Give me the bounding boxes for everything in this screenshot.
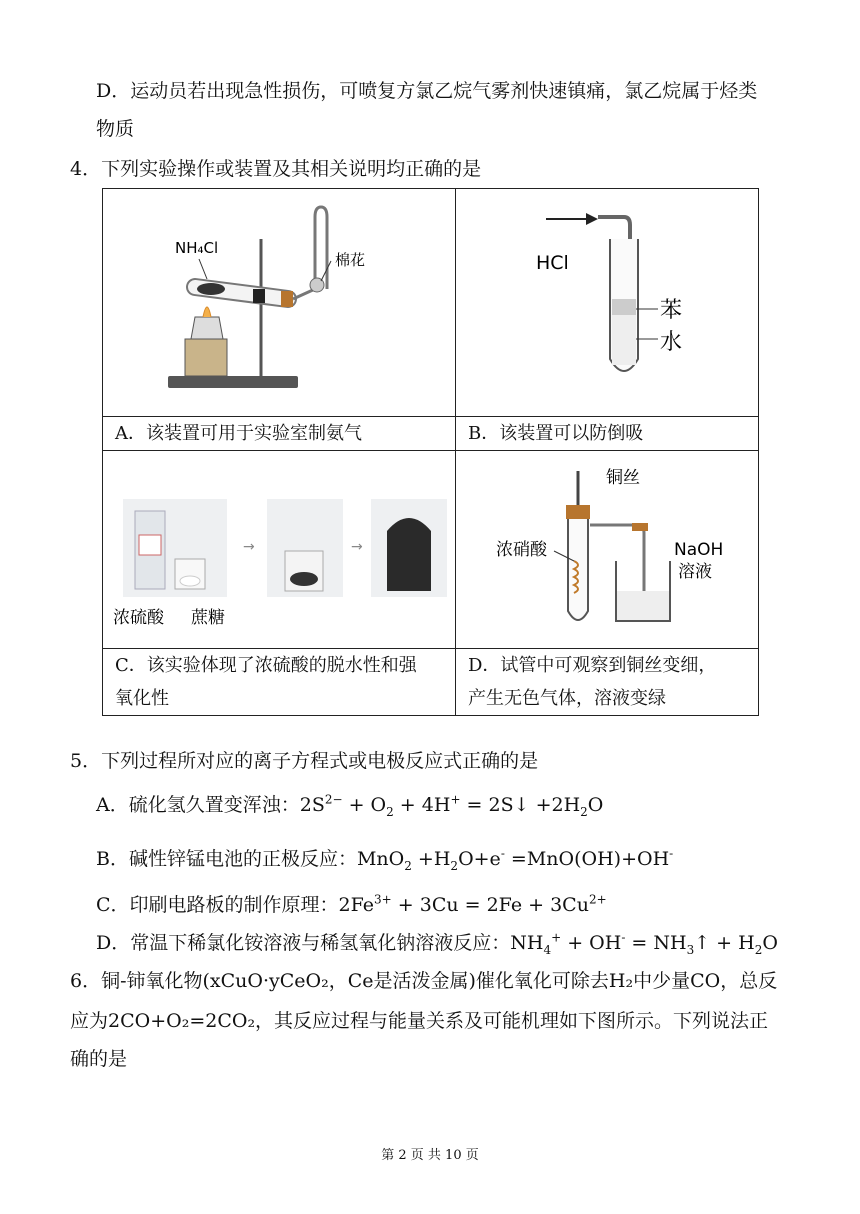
q5-option-b: B．碱性锌锰电池的正极反应：$MnO_2 +H_2O+e^- =MnO(OH)+OH^-$ [96,846,674,873]
option-b-caption: B．该装置可以防倒吸 [456,417,759,451]
figure-d-cell [456,451,759,649]
flame [203,307,211,317]
q6-stem-line2: 应为2CO+O₂=2CO₂，其反应过程与能量关系及可能机理如下图所示。下列说法正 [70,1010,769,1032]
q4-options-table [102,188,759,716]
hcl-label: HCl [536,252,569,274]
water-label: 水 [660,330,683,355]
equation-d: $NH_4^+ + OH^-$ = $NH_3↑ + H_2O$ [510,930,778,957]
arrow-head [586,213,598,225]
figure-c-photos [103,451,455,643]
figure-a-apparatus [103,189,455,411]
naoh-label: NaOH [674,540,724,560]
equation-b: $MnO_2 +H_2O+e^- =MnO(OH)+OH^-$ [356,846,674,873]
wood-block [185,339,227,376]
q3-option-d-line2: 物质 [96,118,135,140]
nh4cl-solid [197,283,225,295]
alcohol-lamp [191,317,223,339]
q3-option-d-line1: D．运动员若出现急性损伤，可喷复方氯乙烷气雾剂快速镇痛，氯乙烷属于烃类 [96,80,758,102]
stopper-d [566,505,590,519]
q5-option-a: A．硫化氢久置变浑浊：$2S^{2-} + O_2 + 4H^+$ = 2S↓ $+2H_2O$ [96,792,604,819]
figure-b-cell [456,189,759,417]
hno3-label: 浓硝酸 [496,540,547,560]
q5-option-c: C．印刷电路板的制作原理：$2Fe^{3+} + 3Cu = 2Fe + 3Cu^{2+}$ [96,892,607,916]
q4-stem: 4．下列实验操作或装置及其相关说明均正确的是 [70,158,482,180]
arrow-2: → [351,539,363,555]
water-layer [612,315,636,365]
benzene-label: 苯 [660,298,683,323]
q6-stem-line1: 6．铜-铈氧化物(xCuO·yCeO₂，Ce是活泼金属)催化氧化可除去H₂中少量CO，总反 [70,970,778,992]
page-footer: 第 2 页 共 10 页 [381,1148,479,1163]
figure-a-cell [103,189,456,417]
q5-stem: 5．下列过程所对应的离子方程式或电极反应式正确的是 [70,750,539,772]
option-c-caption: C．该实验体现了浓硫酸的脱水性和强 氧化性 [103,649,456,716]
sugar-label: 蔗糖 [191,608,225,628]
copper-label: 铜丝 [606,468,640,488]
q6-stem-line3: 确的是 [70,1048,128,1070]
solution-label: 溶液 [678,562,712,582]
equation-c: $2Fe^{3+} + 3Cu = 2Fe + 3Cu^{2+}$ [338,892,607,916]
cotton-label: 棉花 [335,251,366,269]
naoh-solution [617,591,669,620]
nh4cl-label: NH₄Cl [175,239,219,257]
equation-a: $2S^{2-} + O_2 + 4H^+$ = 2S↓ $+2H_2O$ [299,792,604,819]
clamp [253,289,265,303]
option-a-caption: A．该装置可用于实验室制氨气 [103,417,456,451]
stand-base [168,376,298,388]
test-tube-d [568,519,588,620]
figure-c-cell [103,451,456,649]
figure-b-apparatus [456,189,758,411]
carbon-column [387,518,431,591]
arrow-1: → [243,539,255,555]
charring-start [290,572,318,586]
acid-label: 浓硫酸 [113,608,164,628]
option-d-caption: D．试管中可观察到铜丝变细， 产生无色气体，溶液变绿 [456,649,759,716]
q5-option-d: D．常温下稀氯化铵溶液与稀氢氧化钠溶液反应：$NH_4^+ + OH^-$ = $NH_3↑ + H_2O$ [96,930,778,957]
benzene-layer [612,299,636,315]
figure-d-apparatus [456,451,758,643]
stopper [281,291,293,307]
